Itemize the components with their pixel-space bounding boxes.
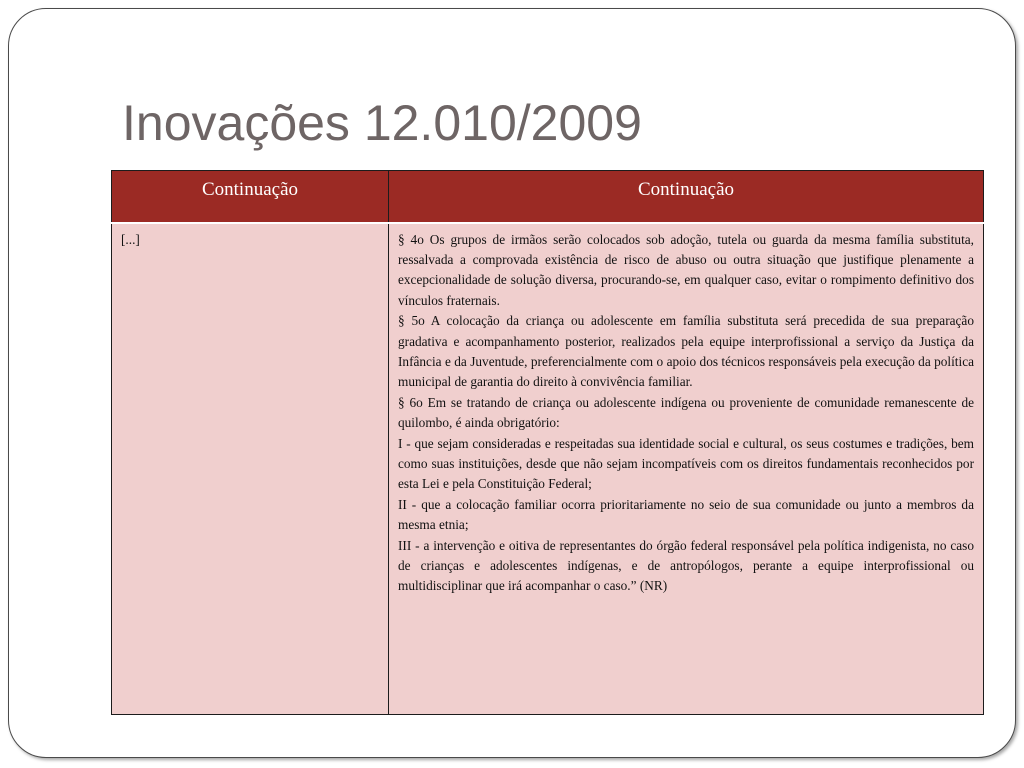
item-ii: II - que a colocação familiar ocorra prioritariamente no seio de sua comunidade ou junto a membros da mesma etnia;	[398, 496, 974, 533]
table-header-row	[112, 171, 984, 223]
paragraph-5: § 5o A colocação da criança ou adolescente em família substituta será precedida de sua preparação gradativa e acompanhamento posterior, realizados pela equipe interprofissional a serviço da Justiça da Infância e da Juventude, preferencialmente com o apoio dos técnicos responsáveis pela execução da política municipal de garantia do direito à convivência familiar.	[398, 313, 974, 390]
paragraph-6: § 6o Em se tratando de criança ou adolescente indígena ou proveniente de comunidade remanescente de quilombo, é ainda obrigatório:	[398, 394, 974, 431]
table-cell-right	[389, 223, 984, 715]
paragraph-4: § 4o Os grupos de irmãos serão colocados sob adoção, tutela ou guarda da mesma família substituta, ressalvada a comprovada existência de risco de abuso ou outra situação que justifique plenamente a excepcionalidade de solução diversa, procurando-se, em qualquer caso, evitar o rompimento definitivo dos vínculos fraternais.	[398, 231, 974, 308]
table-cell-left: [...]	[112, 223, 389, 715]
slide-title: Inovações 12.010/2009	[122, 95, 642, 151]
item-iii: III - a intervenção e oitiva de representantes do órgão federal responsável pela política indigenista, no caso de crianças e adolescentes indígenas, e de antropólogos, perante a equipe interprofissional ou multidisciplinar que irá acompanhar o caso.” (NR)	[398, 537, 974, 594]
slide-frame	[8, 8, 1016, 758]
table-header-left: Continuação	[112, 171, 389, 223]
table-header-right: Continuação	[389, 171, 984, 223]
comparison-table	[111, 170, 984, 715]
item-i: I - que sejam consideradas e respeitadas sua identidade social e cultural, os seus costumes e tradições, bem como suas instituições, desde que não sejam incompatíveis com os direitos fundamentais reconhecidos por esta Lei e pela Constituição Federal;	[398, 435, 974, 492]
table-row	[112, 223, 984, 715]
